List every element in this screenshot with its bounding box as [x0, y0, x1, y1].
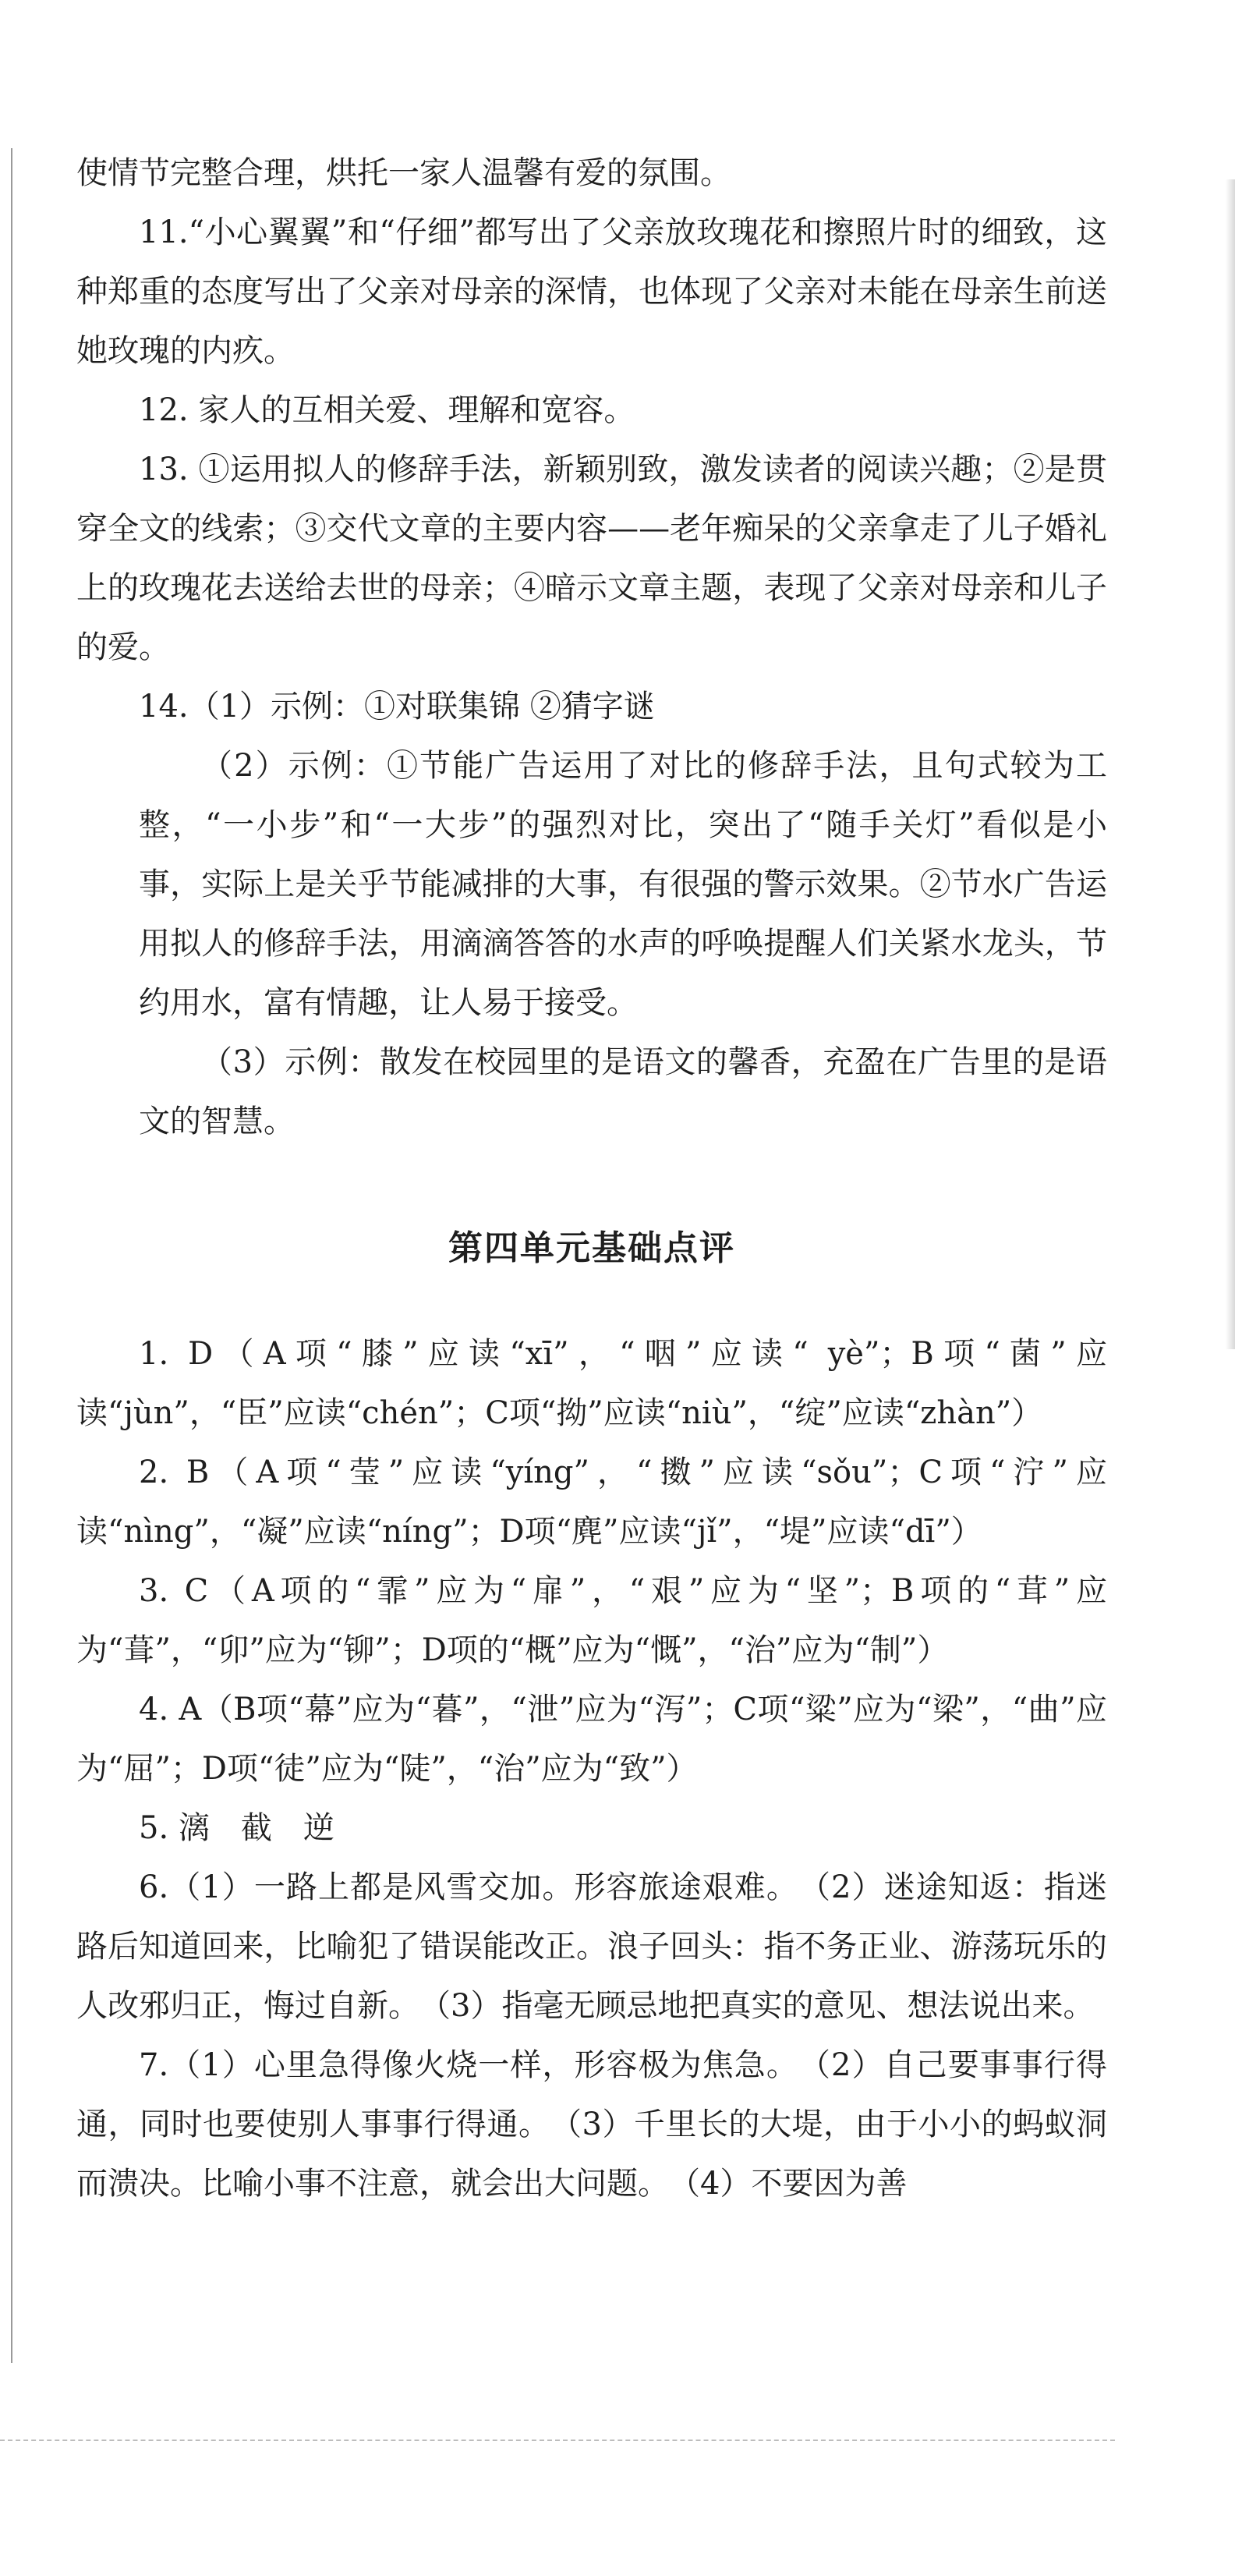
answer-14-1: 14.（1）示例：①对联集锦 ②猜字谜 [139, 689, 655, 725]
answer-3: 3. C（A项的“霏”应为“扉”，“艰”应为“坚”；B项的“茸”应为“葺”，“卯”应为“铆”；D项的“概”应为“慨”，“治”应为“制”） [76, 1573, 1107, 1668]
answer-2: 2. B（A项“莹”应读“yíng”，“擞”应读“sǒu”；C项“泞”应读“nìng”，“凝”应读“níng”；D项“麂”应读“jǐ”，“堤”应读“dī”） [76, 1455, 1107, 1550]
answer-14-2: （2）示例：①节能广告运用了对比的修辞手法，且句式较为工整，“一小步”和“一大步”的强烈对比，突出了“随手关灯”看似是小事，实际上是关乎节能减排的大事，有很强的警示效果。②节水广告运用拟人的修辞手法，用滴滴答答的水声的呼唤提醒人们关紧水龙头，节约用水，富有情趣，让人易于接受。 [139, 748, 1107, 1021]
answer-7: 7.（1）心里急得像火烧一样，形容极为焦急。 （2）自己要事事行得通，同时也要使别人事事行得通。 （3）千里长的大堤，由于小小的蚂蚁洞而溃决。比喻小事不注意，就会出大问题。 （4）不要因为善 [76, 2047, 1107, 2202]
answer-14-3: （3）示例：散发在校园里的是语文的馨香，充盈在广告里的是语文的智慧。 [139, 1044, 1107, 1139]
section-title: 第四单元基础点评 [448, 1228, 735, 1268]
footer-dashed-rule [0, 2440, 1115, 2441]
answer-1: 1. D（A项“膝”应读“xī”，“咽”应读“ yè”；B项“菌”应读“jùn”，“臣”应读“chén”；C项“拗”应读“niù”，“绽”应读“zhàn”） [76, 1336, 1107, 1431]
paragraph-continuation: 使情节完整合理，烘托一家人温馨有爱的氛围。 [76, 155, 731, 191]
answer-12: 12. 家人的互相关爱、理解和宽容。 [139, 392, 635, 428]
answer-14-subitems [76, 736, 1107, 1151]
answer-4: 4. A（B项“幕”应为“暮”，“泄”应为“泻”；C项“粱”应为“梁”，“曲”应为“屈”；D项“徒”应为“陡”，“治”应为“致”） [76, 1692, 1107, 1787]
answer-5: 5. 漓 截 逆 [139, 1810, 334, 1846]
page-edge-shadow [1226, 179, 1235, 1349]
page-content [76, 144, 1107, 2213]
binding-margin-line [11, 148, 12, 2363]
answer-11: 11.“小心翼翼”和“仔细”都写出了父亲放玫瑰花和擦照片时的细致，这种郑重的态度写出了父亲对母亲的深情，也体现了父亲对未能在母亲生前送她玫瑰的内疚。 [76, 214, 1107, 369]
answer-13: 13. ①运用拟人的修辞手法，新颖别致，激发读者的阅读兴趣；②是贯穿全文的线索；③交代文章的主要内容——老年痴呆的父亲拿走了儿子婚礼上的玫瑰花去送给去世的母亲；④暗示文章主题，表现了父亲对母亲和儿子的爱。 [76, 452, 1107, 665]
answer-6: 6.（1）一路上都是风雪交加。形容旅途艰难。 （2）迷途知返：指迷路后知道回来，比喻犯了错误能改正。浪子回头：指不务正业、游荡玩乐的人改邪归正，悔过自新。 （3）指毫无顾忌地把真实的意见、想法说出来。 [76, 1869, 1107, 2024]
